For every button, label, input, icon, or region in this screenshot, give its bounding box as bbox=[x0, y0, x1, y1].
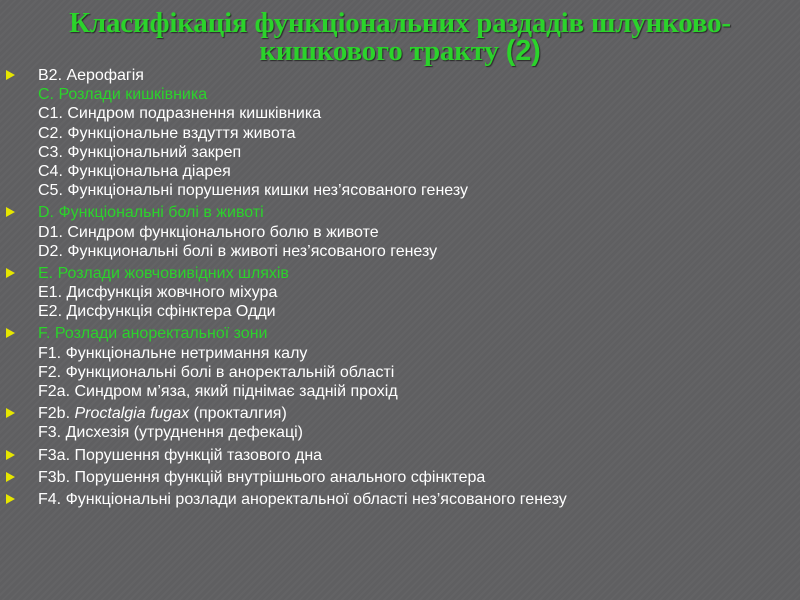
list-item-line: F3a. Порушення функцій тазового дна bbox=[38, 446, 323, 464]
list-item bbox=[4, 404, 794, 442]
list-item-line: E1. Дисфункція жовчного міхура bbox=[38, 284, 278, 302]
list-item-line: D1. Синдром функціонального болю в животе bbox=[38, 223, 379, 241]
slide-title-text: Класифікація функціональних раздадів шлунково-кишкового тракту bbox=[69, 7, 731, 67]
triangle-bullet-icon bbox=[6, 70, 15, 80]
list-item-line: F3. Дисхезія (утруднення дефекаці) bbox=[38, 424, 303, 442]
list-item-line: F1. Функціональне нетримання калу bbox=[38, 344, 308, 362]
list-item-line: F. Розлади аноректальної зони bbox=[38, 325, 268, 343]
triangle-bullet-icon bbox=[6, 472, 15, 482]
list-item-line: F2. Функциональні болі в аноректальній області bbox=[38, 363, 395, 381]
list-item-line: F2a. Синдром м’яза, який піднімає задній прохід bbox=[38, 383, 398, 400]
list-item bbox=[4, 264, 794, 322]
list-item bbox=[4, 446, 794, 465]
classification-list bbox=[4, 66, 794, 509]
list-item-line: C. Розлади кишківника bbox=[38, 86, 208, 104]
list-item-line: D2. Функциональні болі в животі нез’ясованого генезу bbox=[38, 242, 438, 260]
list-item-line: B2. Аерофагія bbox=[38, 67, 144, 84]
list-item-line: D. Функціональні болі в животі bbox=[38, 204, 264, 222]
slide-title-number: (2) bbox=[505, 34, 541, 67]
list-item-line: C2. Функціональне вздуття живота bbox=[38, 124, 296, 142]
triangle-bullet-icon bbox=[6, 450, 15, 460]
list-item bbox=[4, 203, 794, 261]
line-prefix: F2b. bbox=[38, 405, 75, 423]
slide-title bbox=[20, 7, 780, 67]
list-item-line: C5. Функціональні порушения кишки нез’ясованого генезу bbox=[38, 182, 468, 200]
line-suffix: (прокталгия) bbox=[189, 405, 287, 423]
list-item-line: E. Розлади жовчовивідних шляхів bbox=[38, 264, 289, 282]
list-item-line: E2. Дисфункція сфінктера Одди bbox=[38, 303, 276, 321]
list-item bbox=[4, 468, 794, 487]
list-item bbox=[4, 490, 794, 509]
list-item-line bbox=[38, 404, 794, 423]
list-item-line: F4. Функціональні розлади аноректальної області нез’ясованого генезу bbox=[38, 490, 567, 508]
line-italic-term: Proctalgia fugax bbox=[74, 405, 190, 423]
list-item-line: F3b. Порушення функцій внутрішнього анального сфінктера bbox=[38, 468, 486, 486]
list-item bbox=[4, 66, 794, 200]
list-item-line: C4. Функціональна діарея bbox=[38, 162, 231, 180]
triangle-bullet-icon bbox=[6, 268, 15, 278]
triangle-bullet-icon bbox=[6, 408, 15, 418]
triangle-bullet-icon bbox=[6, 494, 15, 504]
triangle-bullet-icon bbox=[6, 207, 15, 217]
list-item bbox=[4, 324, 794, 401]
list-item-line: C1. Синдром подразнення кишківника bbox=[38, 105, 322, 123]
triangle-bullet-icon bbox=[6, 328, 15, 338]
list-item-line: C3. Функціональний закреп bbox=[38, 143, 242, 161]
